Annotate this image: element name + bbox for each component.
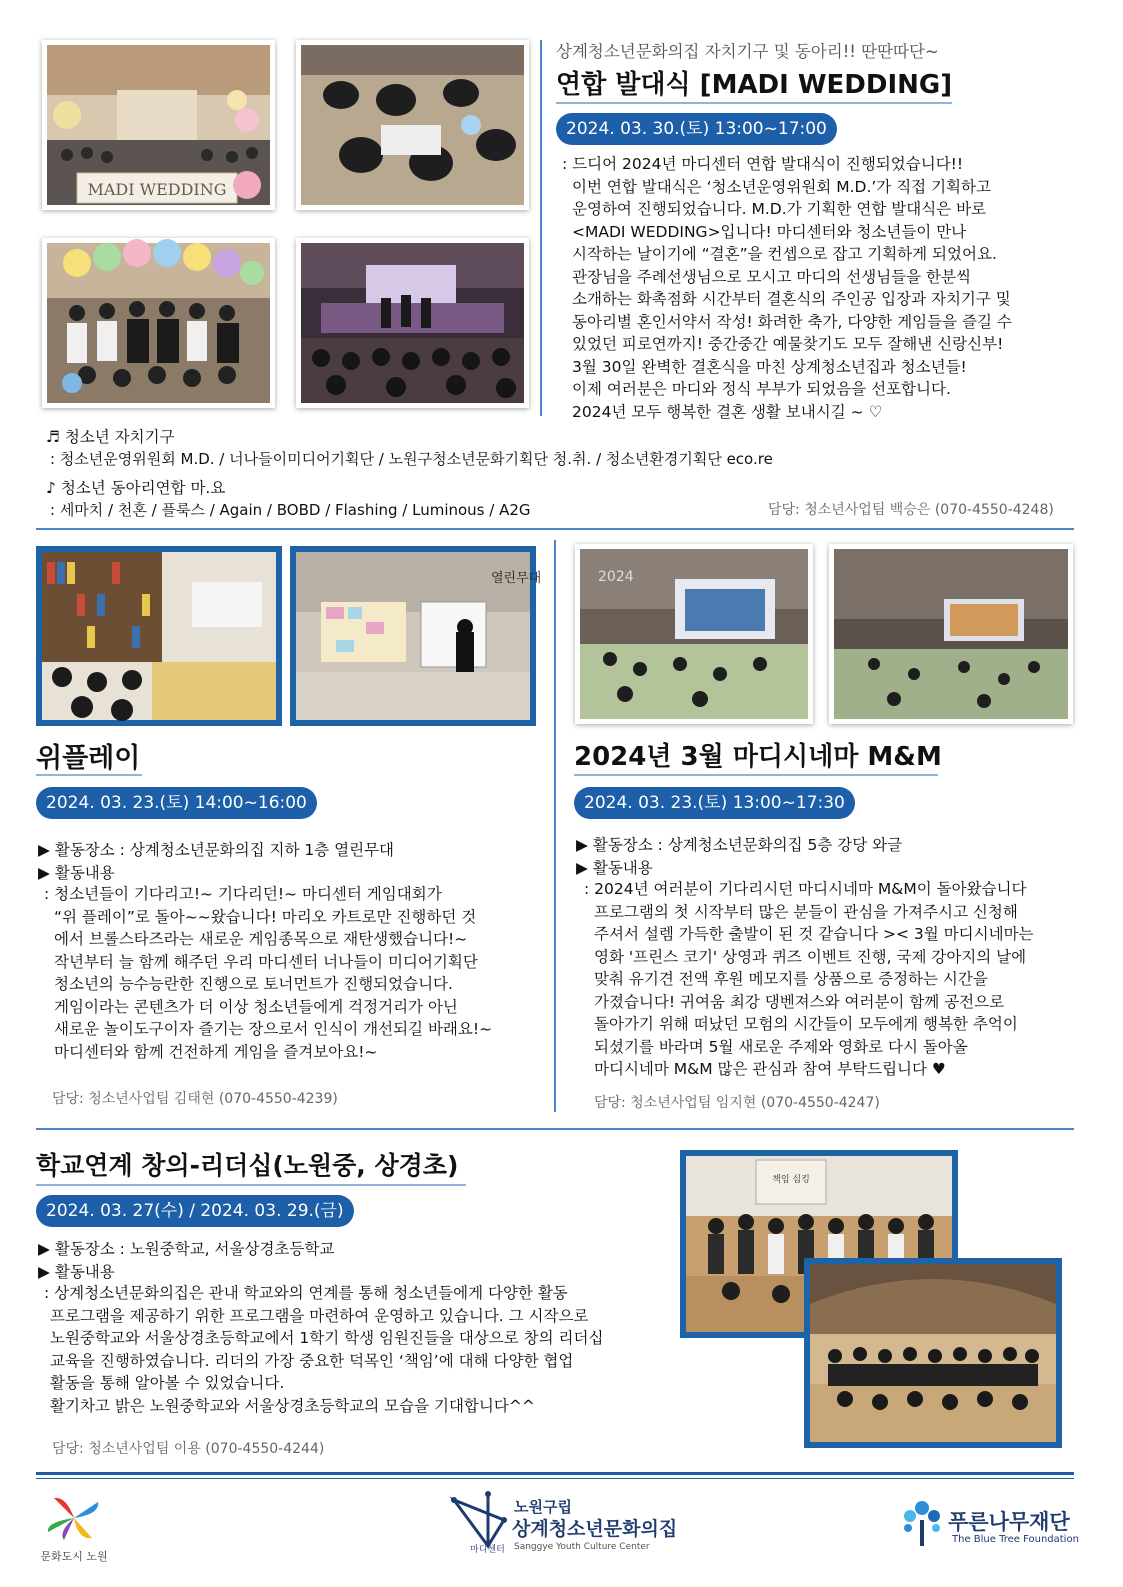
leadership-title-underline	[36, 1184, 466, 1186]
leadership-body-line: : 상계청소년문화의집은 관내 학교와의 연계를 통해 청소년들에게 다양한 활동	[44, 1284, 568, 1302]
cinema-title-underline	[574, 774, 938, 776]
wedding-subtitle: 상계청소년문화의집 자치기구 및 동아리!! 딴딴따단~	[556, 42, 939, 61]
wedding-body-line: : 드디어 2024년 마디센터 연합 발대식이 진행되었습니다!!	[562, 155, 964, 173]
wedding-group-items-council: : 청소년운영위원회 M.D. / 너나들이미디어기획단 / 노원구청소년문화기획단 청.취. / 청소년환경기획단 eco.re	[50, 450, 773, 468]
weplay-stage-sign: 열린무대	[491, 571, 542, 586]
footer-logo-nowon-culture-city	[34, 1494, 114, 1564]
cinema-body-line: 주셔서 설렘 가득한 출발이 된 것 같습니다 >< 3월 마디시네마는	[594, 925, 1034, 943]
weplay-place: ▶ 활동장소 : 상계청소년문화의집 지하 1층 열린무대	[38, 841, 395, 859]
weplay-title: 위플레이	[36, 743, 141, 774]
footer-center-main: 상계청소년문화의집	[512, 1518, 678, 1540]
leadership-screen-text: 책임 십킹	[772, 1175, 810, 1185]
cinema-body-line: 되셨기를 바라며 5월 새로운 주제와 영화로 다시 돌아올	[594, 1037, 968, 1056]
wedding-photo-stage-performance	[296, 238, 529, 408]
footer-center-small-en: Sanggye Youth Culture Center	[514, 1542, 650, 1552]
cinema-wall-text: 2024	[598, 569, 634, 585]
weplay-date-badge: 2024. 03. 23.(토) 14:00~16:00	[36, 787, 317, 819]
wedding-body-line: <MADI WEDDING>입니다! 마디센터와 청소년들이 만나	[572, 222, 967, 241]
weplay-body-line: 새로운 놀이도구이자 즐기는 장으로서 인식이 개선되길 바래요!~	[54, 1020, 493, 1038]
cinema-body-line: 돌아가기 위해 떠났던 모험의 시간들이 모두에게 행복한 추억이	[594, 1015, 1018, 1033]
leadership-body-line: 프로그램을 제공하기 위한 프로그램을 마련하여 운영하고 있습니다. 그 시작으로	[50, 1306, 589, 1325]
footer-center-top: 노원구립	[514, 1498, 572, 1516]
cinema-photo-screen-1	[575, 544, 813, 724]
leadership-body	[44, 1282, 603, 1417]
weplay-photo-library	[36, 546, 282, 726]
leadership-content-label: ▶ 활동내용	[38, 1263, 115, 1281]
footer-rule-bottom	[36, 1478, 1074, 1479]
wedding-body-line: 2024년 모두 행복한 결혼 생활 보내시길 ~ ♡	[572, 402, 883, 421]
weplay-contact: 담당: 청소년사업팀 김태현 (070-4550-4239)	[52, 1091, 338, 1107]
weplay-content-label: ▶ 활동내용	[38, 864, 115, 882]
cinema-body-line: 마디시네마 M&M 많은 관심과 참여 부탁드립니다 ♥	[594, 1060, 946, 1078]
weplay-photo-stage	[290, 546, 542, 726]
cinema-photo-screen-2	[829, 544, 1073, 724]
cinema-body-line: 가졌습니다! 귀여움 최강 댕벤져스와 여러분이 함께 공전으로	[594, 992, 1005, 1011]
wedding-photo-hall	[42, 40, 275, 210]
wedding-date-badge: 2024. 03. 30.(토) 13:00~17:00	[556, 113, 837, 145]
footer-rule-top	[36, 1472, 1074, 1475]
footer-logo-nowon-text: 문화도시 노원	[40, 1550, 108, 1563]
section-divider-1	[36, 528, 1074, 530]
wedding-body-line: 이제 여러분은 마디와 정식 부부가 되었음을 선포합니다.	[572, 380, 951, 398]
cinema-body	[584, 878, 1034, 1081]
footer-logo-center	[448, 1490, 678, 1560]
weplay-body-line: “위 플레이”로 돌아~~왔습니다! 마리오 카트로만 진행하던 것	[54, 907, 477, 926]
leadership-body-line: 활동을 통해 알아볼 수 있었습니다.	[50, 1374, 285, 1392]
cinema-body-line: 영화 '프린스 코기' 상영과 퀴즈 이벤트 진행, 국제 강아지의 날에	[594, 947, 1027, 966]
wedding-banner-text: MADI WEDDING	[87, 180, 227, 199]
cinema-title: 2024년 3월 마디시네마 M&M	[574, 742, 942, 772]
wedding-body-line: 동아리별 혼인서약서 작성! 화려한 축가, 다양한 게임들을 즐길 수	[572, 312, 1012, 331]
wedding-group-heading-clubs: ♪ 청소년 동아리연합 마.요	[46, 479, 226, 497]
wedding-photo-floor-activity	[296, 40, 529, 210]
wedding-body-line: 관장님을 주례선생님으로 모시고 마디의 선생님들을 한분씩	[572, 267, 971, 286]
wedding-divider-vertical	[540, 40, 542, 416]
cinema-place: ▶ 활동장소 : 상계청소년문화의집 5층 강당 와글	[576, 836, 903, 854]
cinema-content-label: ▶ 활동내용	[576, 859, 653, 877]
weplay-body-line: 마디센터와 함께 건전하게 게임을 즐겨보아요!~	[54, 1042, 378, 1061]
leadership-contact: 담당: 청소년사업팀 이용 (070-4550-4244)	[52, 1441, 325, 1457]
cinema-body-line: 프로그램의 첫 시작부터 많은 분들이 관심을 가져주시고 신청해	[594, 902, 1018, 921]
leadership-date-badge: 2024. 03. 27(수) / 2024. 03. 29.(금)	[36, 1195, 354, 1227]
wedding-body-line: 3월 30일 완벽한 결혼식을 마친 상계청소년집과 청소년들!	[572, 357, 967, 376]
footer-right-en: The Blue Tree Foundation	[952, 1534, 1079, 1545]
wedding-group-items-clubs: : 세마치 / 천혼 / 플룩스 / Again / BOBD / Flashing / Luminous / A2G	[50, 501, 531, 519]
wedding-body-line: 시작하는 날이기에 “결혼”을 컨셉으로 잡고 기획하게 되었어요.	[572, 245, 997, 263]
blue-tree-logo-icon	[900, 1498, 944, 1548]
footer-center-small-kr: 마디센터	[470, 1545, 505, 1555]
wedding-photo-group-balloons	[42, 238, 275, 408]
weplay-body	[44, 883, 492, 1063]
footer-logo-blue-tree	[900, 1498, 1080, 1558]
leadership-title: 학교연계 창의-리더십(노원중, 상경초)	[36, 1151, 459, 1180]
footer-right-main: 푸른나무재단	[948, 1510, 1070, 1534]
wedding-body-line: 소개하는 화촉점화 시간부터 결혼식의 주인공 입장과 자치기구 및	[572, 290, 1011, 308]
pinwheel-logo-icon	[34, 1494, 114, 1542]
weplay-body-line: 청소년의 능수능란한 진행으로 토너먼트가 진행되었습니다.	[54, 975, 453, 993]
cinema-date-badge: 2024. 03. 23.(토) 13:00~17:30	[574, 787, 855, 819]
wedding-body-line: 있었던 피로연까지! 중간중간 예물찾기도 모두 잘해낸 신랑신부!	[572, 335, 1004, 353]
cinema-body-line: 맞춰 유기견 전액 후원 메모지를 상품으로 증정하는 시간을	[594, 970, 988, 988]
wedding-contact: 담당: 청소년사업팀 백승은 (070-4550-4248)	[768, 502, 1054, 518]
wedding-body-line: 운영하여 진행되었습니다. M.D.가 기획한 연합 발대식은 바로	[572, 200, 987, 218]
wedding-body-line: 이번 연합 발대식은 ‘청소년운영위원회 M.D.’가 직접 기획하고	[572, 177, 991, 196]
weplay-body-line: : 청소년들이 기다리고!~ 기다리던!~ 마디센터 게임대회가	[44, 885, 442, 903]
wedding-title-underline	[556, 102, 952, 104]
weplay-title-underline	[36, 774, 142, 776]
cinema-body-line: : 2024년 여러분이 기다리시던 마디시네마 M&M이 돌아왔습니다	[584, 880, 1027, 898]
leadership-body-line: 활기차고 밝은 노원중학교와 서울상경초등학교의 모습을 기대합니다^^	[50, 1396, 535, 1415]
wedding-body	[562, 153, 1012, 423]
weplay-body-line: 에서 브롤스타즈라는 새로운 게임종목으로 재탄생했습니다!~	[54, 930, 468, 948]
leadership-body-line: 교육을 진행하였습니다. 리더의 가장 중요한 덕목인 ‘책임’에 대해 다양한 협업	[50, 1351, 574, 1370]
weplay-body-line: 게임이라는 콘텐츠가 더 이상 청소년들에게 걱정거리가 아닌	[54, 997, 458, 1016]
leadership-place: ▶ 활동장소 : 노원중학교, 서울상경초등학교	[38, 1240, 335, 1258]
wedding-group-heading-council: ♬ 청소년 자치기구	[46, 428, 175, 446]
weplay-body-line: 작년부터 늘 함께 해주던 우리 마디센터 너나들이 미디어기획단	[54, 952, 478, 971]
section-divider-2	[36, 1128, 1074, 1130]
section-2-divider-vertical	[554, 540, 556, 1112]
leadership-body-line: 노원중학교와 서울상경초등학교에서 1학기 학생 임원진들을 대상으로 창의 리더십	[50, 1329, 604, 1347]
leadership-photo-gym	[804, 1258, 1062, 1448]
wedding-title: 연합 발대식 [MADI WEDDING]	[556, 70, 953, 100]
cinema-contact: 담당: 청소년사업팀 임지현 (070-4550-4247)	[594, 1095, 880, 1111]
